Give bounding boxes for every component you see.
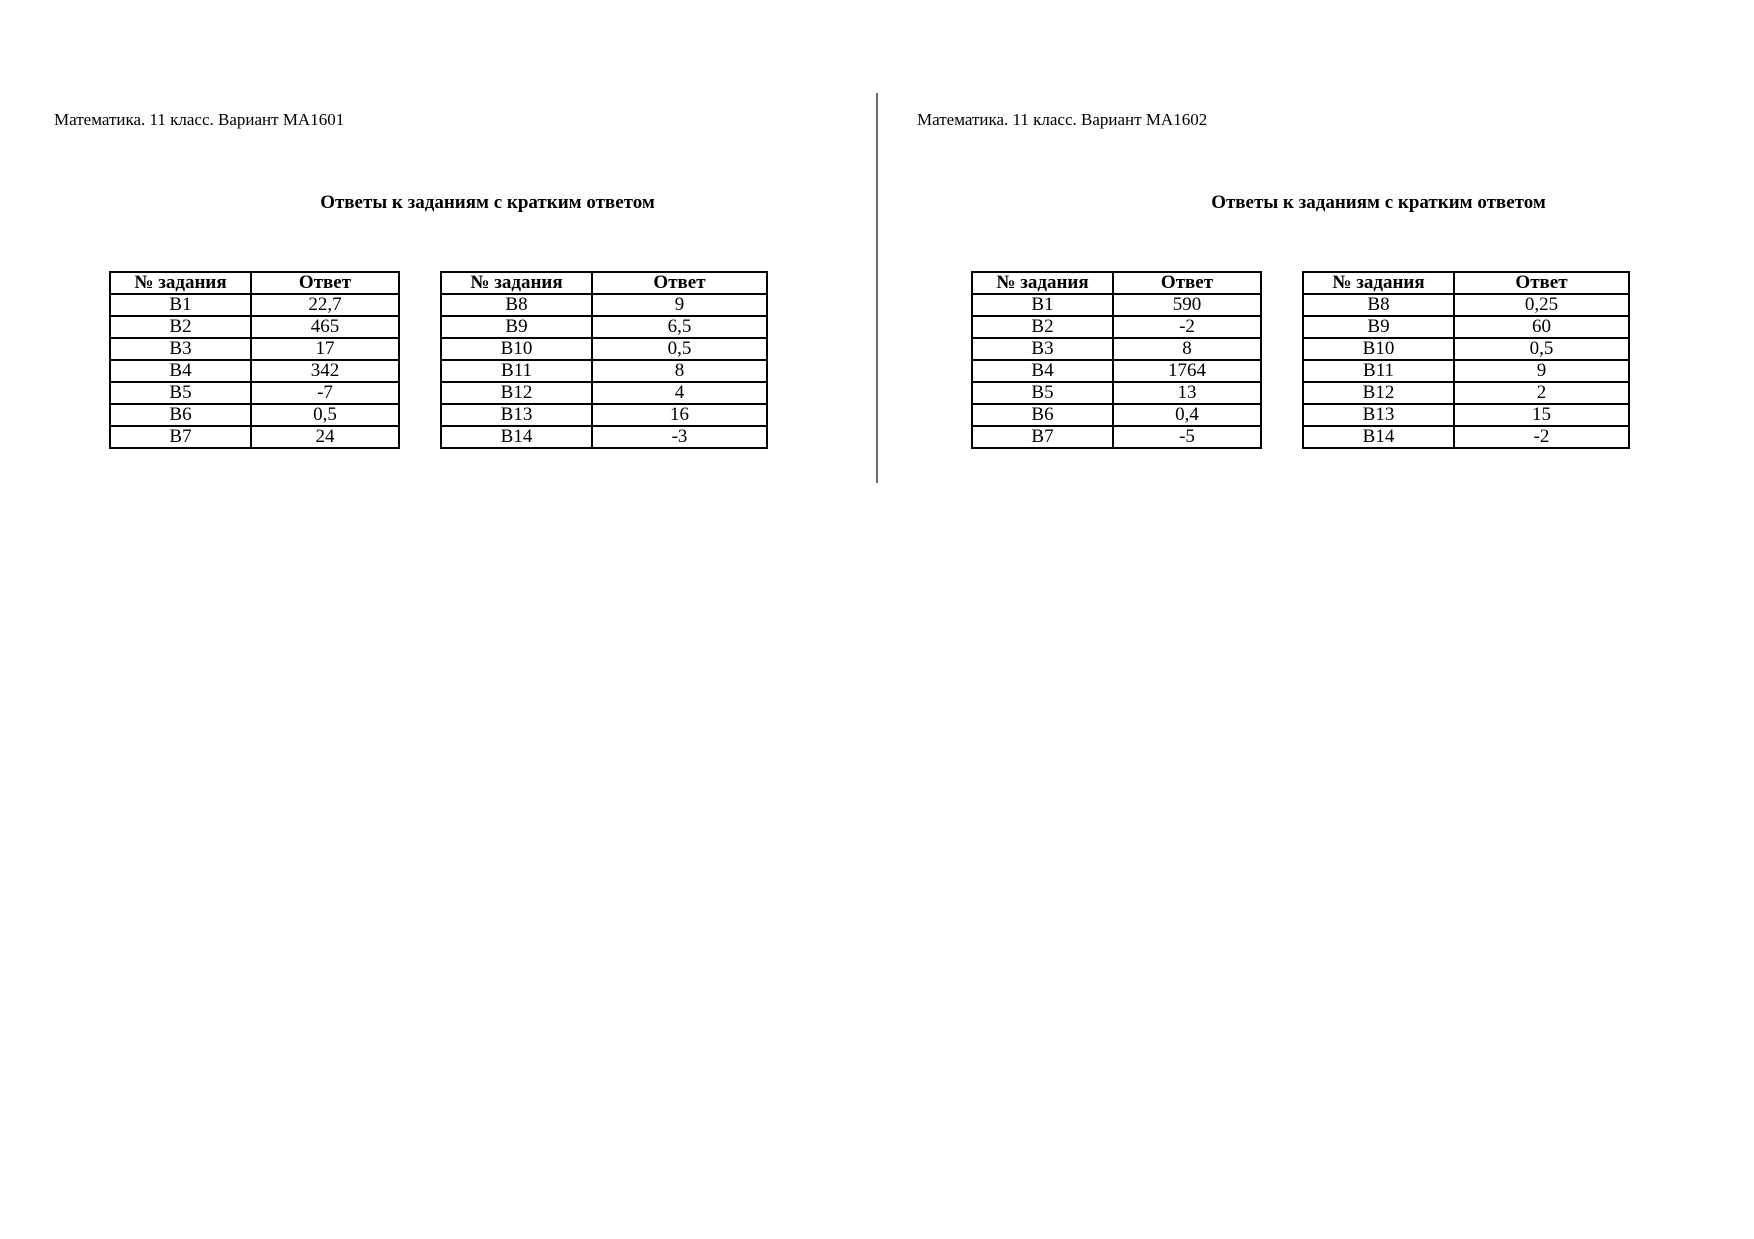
task-number: В7	[110, 426, 251, 448]
answer-value: 22,7	[251, 294, 399, 316]
answer-value: 1764	[1113, 360, 1261, 382]
task-number: В13	[441, 404, 592, 426]
answer-value: 17	[251, 338, 399, 360]
table-row	[972, 294, 1261, 316]
answer-value: 342	[251, 360, 399, 382]
answer-table-1	[109, 271, 400, 449]
answer-table-1	[971, 271, 1262, 449]
task-number: В10	[441, 338, 592, 360]
answer-value: 9	[1454, 360, 1629, 382]
answer-value: 8	[592, 360, 767, 382]
answer-value: 0,5	[592, 338, 767, 360]
task-number: В8	[441, 294, 592, 316]
task-number: В1	[972, 294, 1113, 316]
table-row	[1303, 360, 1629, 382]
task-number: В14	[1303, 426, 1454, 448]
table-row	[1303, 404, 1629, 426]
table-row	[441, 316, 767, 338]
task-number: В3	[972, 338, 1113, 360]
answer-table-2	[1302, 271, 1630, 449]
page-header: Математика. 11 класс. Вариант МА1602	[917, 110, 1208, 129]
task-number: В8	[1303, 294, 1454, 316]
task-number: В7	[972, 426, 1113, 448]
column-header-answer: Ответ	[592, 272, 767, 294]
answer-value: 60	[1454, 316, 1629, 338]
task-number: В4	[972, 360, 1113, 382]
table-row	[972, 360, 1261, 382]
answer-table-2	[440, 271, 768, 449]
table-row	[441, 360, 767, 382]
table-row	[110, 382, 399, 404]
answer-value: 2	[1454, 382, 1629, 404]
table-row	[110, 316, 399, 338]
answer-value: 16	[592, 404, 767, 426]
table-row	[110, 426, 399, 448]
page-header: Математика. 11 класс. Вариант МА1601	[54, 110, 345, 129]
answer-value: 0,25	[1454, 294, 1629, 316]
table-row	[972, 338, 1261, 360]
column-header-answer: Ответ	[1113, 272, 1261, 294]
table-header-row	[972, 272, 1261, 294]
table-row	[972, 382, 1261, 404]
answer-value: 0,4	[1113, 404, 1261, 426]
table-row	[972, 316, 1261, 338]
answer-value: 4	[592, 382, 767, 404]
table-row	[110, 404, 399, 426]
task-number: В11	[441, 360, 592, 382]
answer-value: -2	[1113, 316, 1261, 338]
task-number: В5	[972, 382, 1113, 404]
answer-value: 24	[251, 426, 399, 448]
column-header-answer: Ответ	[1454, 272, 1629, 294]
table-row	[441, 404, 767, 426]
table-header-row	[110, 272, 399, 294]
table-row	[441, 294, 767, 316]
section-title: Ответы к заданиям с кратким ответом	[320, 192, 655, 213]
table-row	[972, 404, 1261, 426]
task-number: В3	[110, 338, 251, 360]
task-number: В4	[110, 360, 251, 382]
column-header-task: № задания	[441, 272, 592, 294]
task-number: В5	[110, 382, 251, 404]
answer-value: 590	[1113, 294, 1261, 316]
column-header-task: № задания	[972, 272, 1113, 294]
answer-value: 13	[1113, 382, 1261, 404]
answer-value: -5	[1113, 426, 1261, 448]
task-number: В13	[1303, 404, 1454, 426]
answer-value: 0,5	[1454, 338, 1629, 360]
answer-value: 0,5	[251, 404, 399, 426]
task-number: В6	[110, 404, 251, 426]
table-row	[1303, 294, 1629, 316]
table-row	[1303, 382, 1629, 404]
table-header-row	[441, 272, 767, 294]
table-row	[110, 360, 399, 382]
table-row	[1303, 338, 1629, 360]
answer-value: 15	[1454, 404, 1629, 426]
answer-value: 6,5	[592, 316, 767, 338]
task-number: В11	[1303, 360, 1454, 382]
table-row	[972, 426, 1261, 448]
answer-value: 9	[592, 294, 767, 316]
table-row	[441, 338, 767, 360]
answer-value: -7	[251, 382, 399, 404]
task-number: В12	[1303, 382, 1454, 404]
table-header-row	[1303, 272, 1629, 294]
table-row	[441, 382, 767, 404]
task-number: В9	[1303, 316, 1454, 338]
variant-page-right	[877, 0, 1754, 1239]
answer-value: -3	[592, 426, 767, 448]
table-row	[1303, 316, 1629, 338]
table-row	[441, 426, 767, 448]
task-number: В2	[972, 316, 1113, 338]
task-number: В2	[110, 316, 251, 338]
column-header-answer: Ответ	[251, 272, 399, 294]
answer-value: -2	[1454, 426, 1629, 448]
table-row	[110, 294, 399, 316]
task-number: В14	[441, 426, 592, 448]
table-row	[110, 338, 399, 360]
task-number: В12	[441, 382, 592, 404]
task-number: В1	[110, 294, 251, 316]
column-header-task: № задания	[1303, 272, 1454, 294]
task-number: В10	[1303, 338, 1454, 360]
task-number: В9	[441, 316, 592, 338]
column-header-task: № задания	[110, 272, 251, 294]
table-row	[1303, 426, 1629, 448]
answer-value: 8	[1113, 338, 1261, 360]
task-number: В6	[972, 404, 1113, 426]
answer-value: 465	[251, 316, 399, 338]
section-title: Ответы к заданиям с кратким ответом	[1211, 192, 1546, 213]
